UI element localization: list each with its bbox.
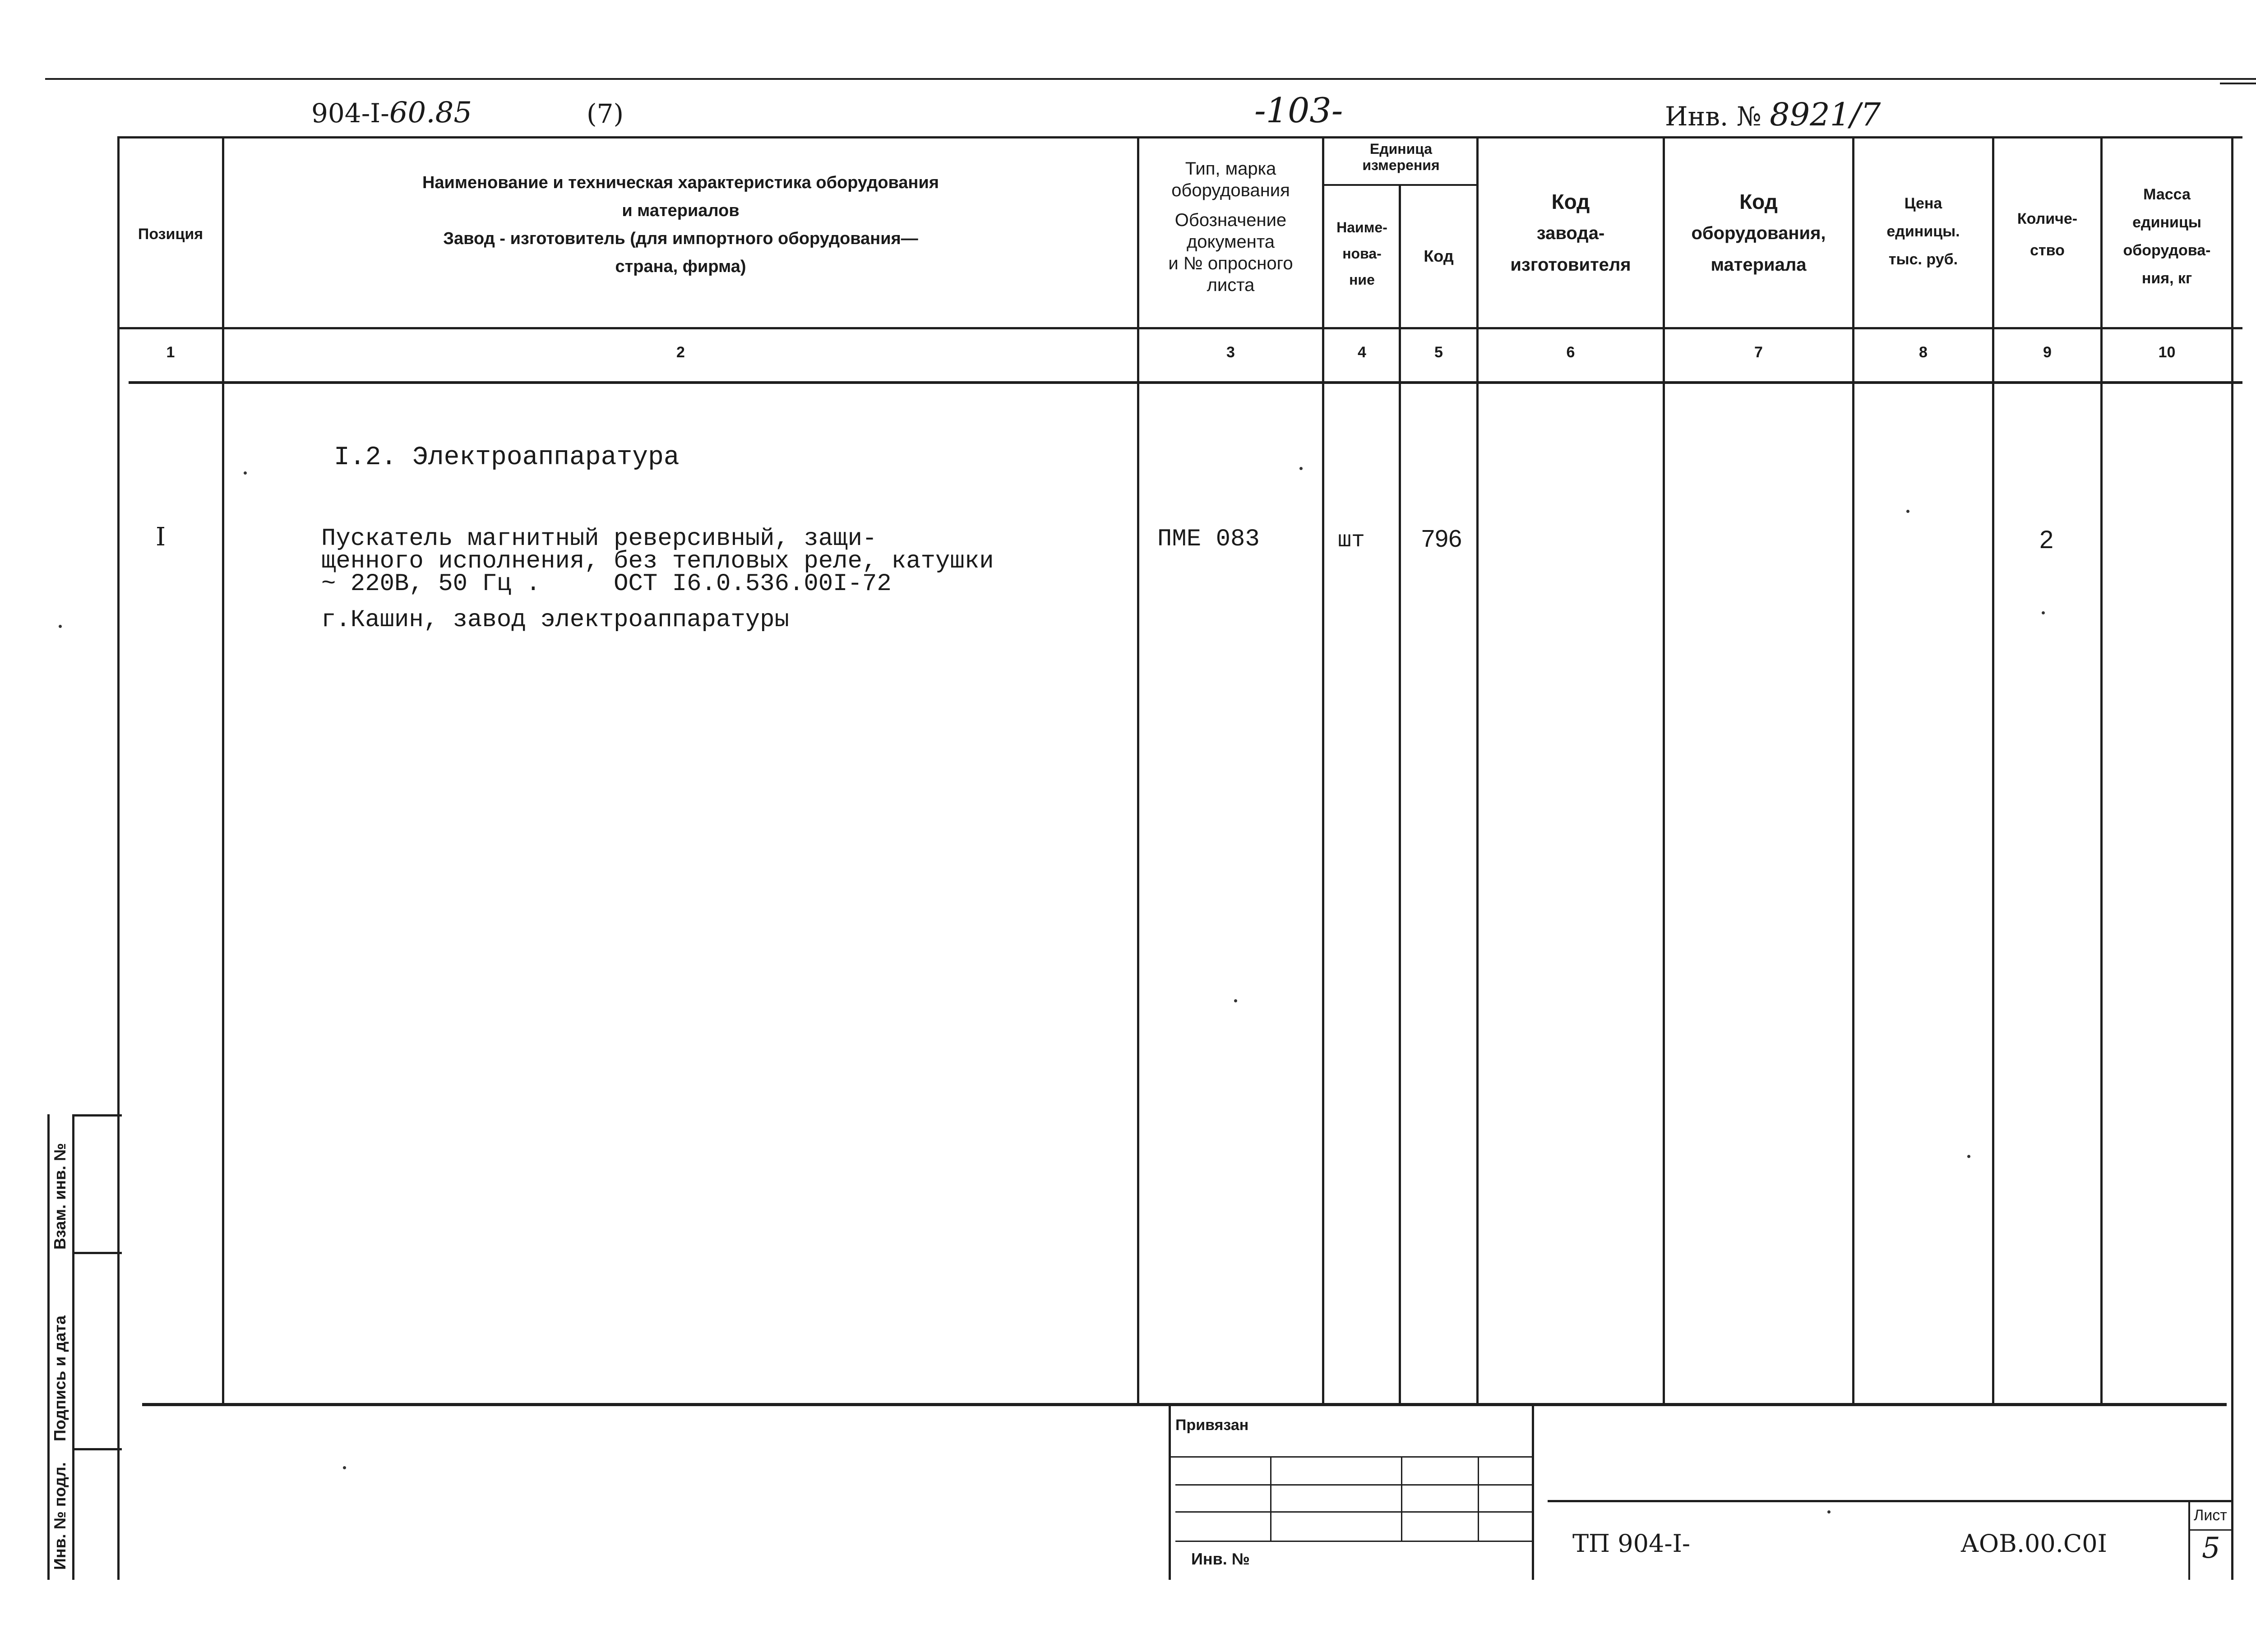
title-sheet-code: АОВ.00.С0I (1960, 1529, 2107, 1558)
col-header-unit-group: Единица измерения (1362, 141, 1440, 173)
col-line-7-8 (1852, 136, 1854, 1403)
table-bottom-border (142, 1403, 2227, 1406)
col-number-9: 9 (2043, 344, 2052, 361)
col-line-1-2 (222, 136, 224, 1403)
stamp-vrule-1 (1270, 1457, 1271, 1541)
unit-group-rule (1324, 184, 1478, 186)
col-line-9-10 (2100, 136, 2103, 1403)
page-mark: (7) (587, 98, 624, 129)
row-manufacturer: г.Кашин, завод электроаппаратуры (321, 606, 789, 634)
top-rule-right (2220, 83, 2256, 84)
scan-speck (1906, 510, 1909, 513)
col-header-factory-code: Код завода- изготовителя (1510, 190, 1631, 275)
top-rule (45, 78, 2256, 80)
col-number-5: 5 (1434, 344, 1443, 361)
scan-speck (1967, 1155, 1970, 1158)
sheet-number: 5 (2202, 1532, 2220, 1565)
sheet-label: Лист (2194, 1507, 2227, 1524)
col-line-8-9 (1992, 136, 1994, 1403)
header-bottom-border (117, 327, 2242, 329)
col-header-unit-code: Код (1424, 247, 1454, 265)
section-title: I.2. Электроаппаратура (334, 443, 680, 472)
col-number-1: 1 (166, 344, 175, 361)
stamp-vrule-2 (1401, 1457, 1402, 1541)
side-stamp-outer (47, 1114, 50, 1580)
doc-code: 904-I-60.85 (311, 96, 472, 129)
col-number-3: 3 (1226, 344, 1235, 361)
col-line-right (2231, 136, 2233, 1580)
col-header-quantity: Количе- ство (2017, 210, 2078, 259)
col-line-2-3 (1137, 136, 1139, 1403)
col-header-position: Позиция (138, 226, 203, 243)
row-item-name: Пускатель магнитный реверсивный, защи- щенного исполнения, без тепловых реле, катушки ~ 220В, 50 Гц . ОСТ I6.0.536.00I-72 (321, 525, 994, 598)
stamp-vrule-3 (1478, 1457, 1479, 1541)
row-quantity: 2 (2039, 525, 2054, 554)
page-number: -103- (1254, 90, 1343, 130)
scan-speck (244, 471, 247, 475)
side-stamp-inv-podl: Инв. № подл. (51, 1462, 69, 1570)
stamp-box-right (1532, 1405, 1534, 1580)
row-unit-name: шт (1338, 528, 1365, 554)
col-number-10: 10 (2158, 344, 2176, 361)
title-block-rule (1548, 1500, 2231, 1502)
stamp-rule-4 (1175, 1541, 1532, 1542)
sheet-box-rule (2188, 1529, 2231, 1531)
sheet-box-left (2188, 1500, 2190, 1580)
col-number-6: 6 (1566, 344, 1575, 361)
table-top-border (117, 136, 2242, 138)
scan-speck (1234, 999, 1237, 1002)
col-number-8: 8 (1919, 344, 1928, 361)
col-line-5-6 (1476, 136, 1479, 1403)
side-stamp-vzam: Взам. инв. № (51, 1143, 69, 1250)
col-number-4: 4 (1358, 344, 1366, 361)
side-stamp-rule-1 (72, 1252, 122, 1254)
col-line-6-7 (1663, 136, 1665, 1403)
inv-no-label: Инв. № (1191, 1550, 1250, 1568)
row-unit-code: 796 (1421, 525, 1462, 552)
side-stamp-rule-2 (72, 1448, 122, 1450)
scan-speck (343, 1466, 346, 1469)
privyazan-label: Привязан (1175, 1417, 1249, 1434)
side-stamp-podpis: Подпись и дата (51, 1315, 69, 1441)
scan-speck (1827, 1510, 1831, 1514)
col-header-mass: Масса единицы оборудова- ния, кг (2123, 186, 2211, 287)
inventory-number: Инв. № 8921/7 (1665, 96, 1881, 133)
col-header-price: Цена единицы. тыс. руб. (1886, 195, 1960, 268)
col-line-3-4 (1322, 136, 1324, 1403)
col-number-7: 7 (1754, 344, 1763, 361)
col-header-name: Наименование и техническая характеристика оборудования и материалов Завод - изготовитель (для импортного оборудования— страна, фирма) (422, 173, 939, 276)
stamp-box-left (1169, 1405, 1171, 1580)
numbers-bottom-border (129, 381, 2242, 384)
scan-speck (59, 625, 62, 628)
title-doc-code: ТП 904-I- (1572, 1529, 1691, 1558)
row-type: ПМЕ 083 (1157, 526, 1260, 553)
row-position: I (156, 522, 166, 552)
side-stamp-inner (72, 1114, 74, 1580)
scan-speck (2042, 611, 2045, 614)
col-header-equipment-code: Код оборудования, материала (1691, 190, 1826, 275)
scan-speck (1299, 467, 1303, 470)
col-header-type: Тип, марка оборудования Обозначение документа и № опросного листа (1168, 159, 1293, 295)
col-line-4-5 (1399, 185, 1401, 1403)
col-header-unit-name: Наиме- нова- ние (1336, 219, 1387, 288)
col-number-2: 2 (676, 344, 685, 361)
side-stamp-top (72, 1114, 122, 1117)
